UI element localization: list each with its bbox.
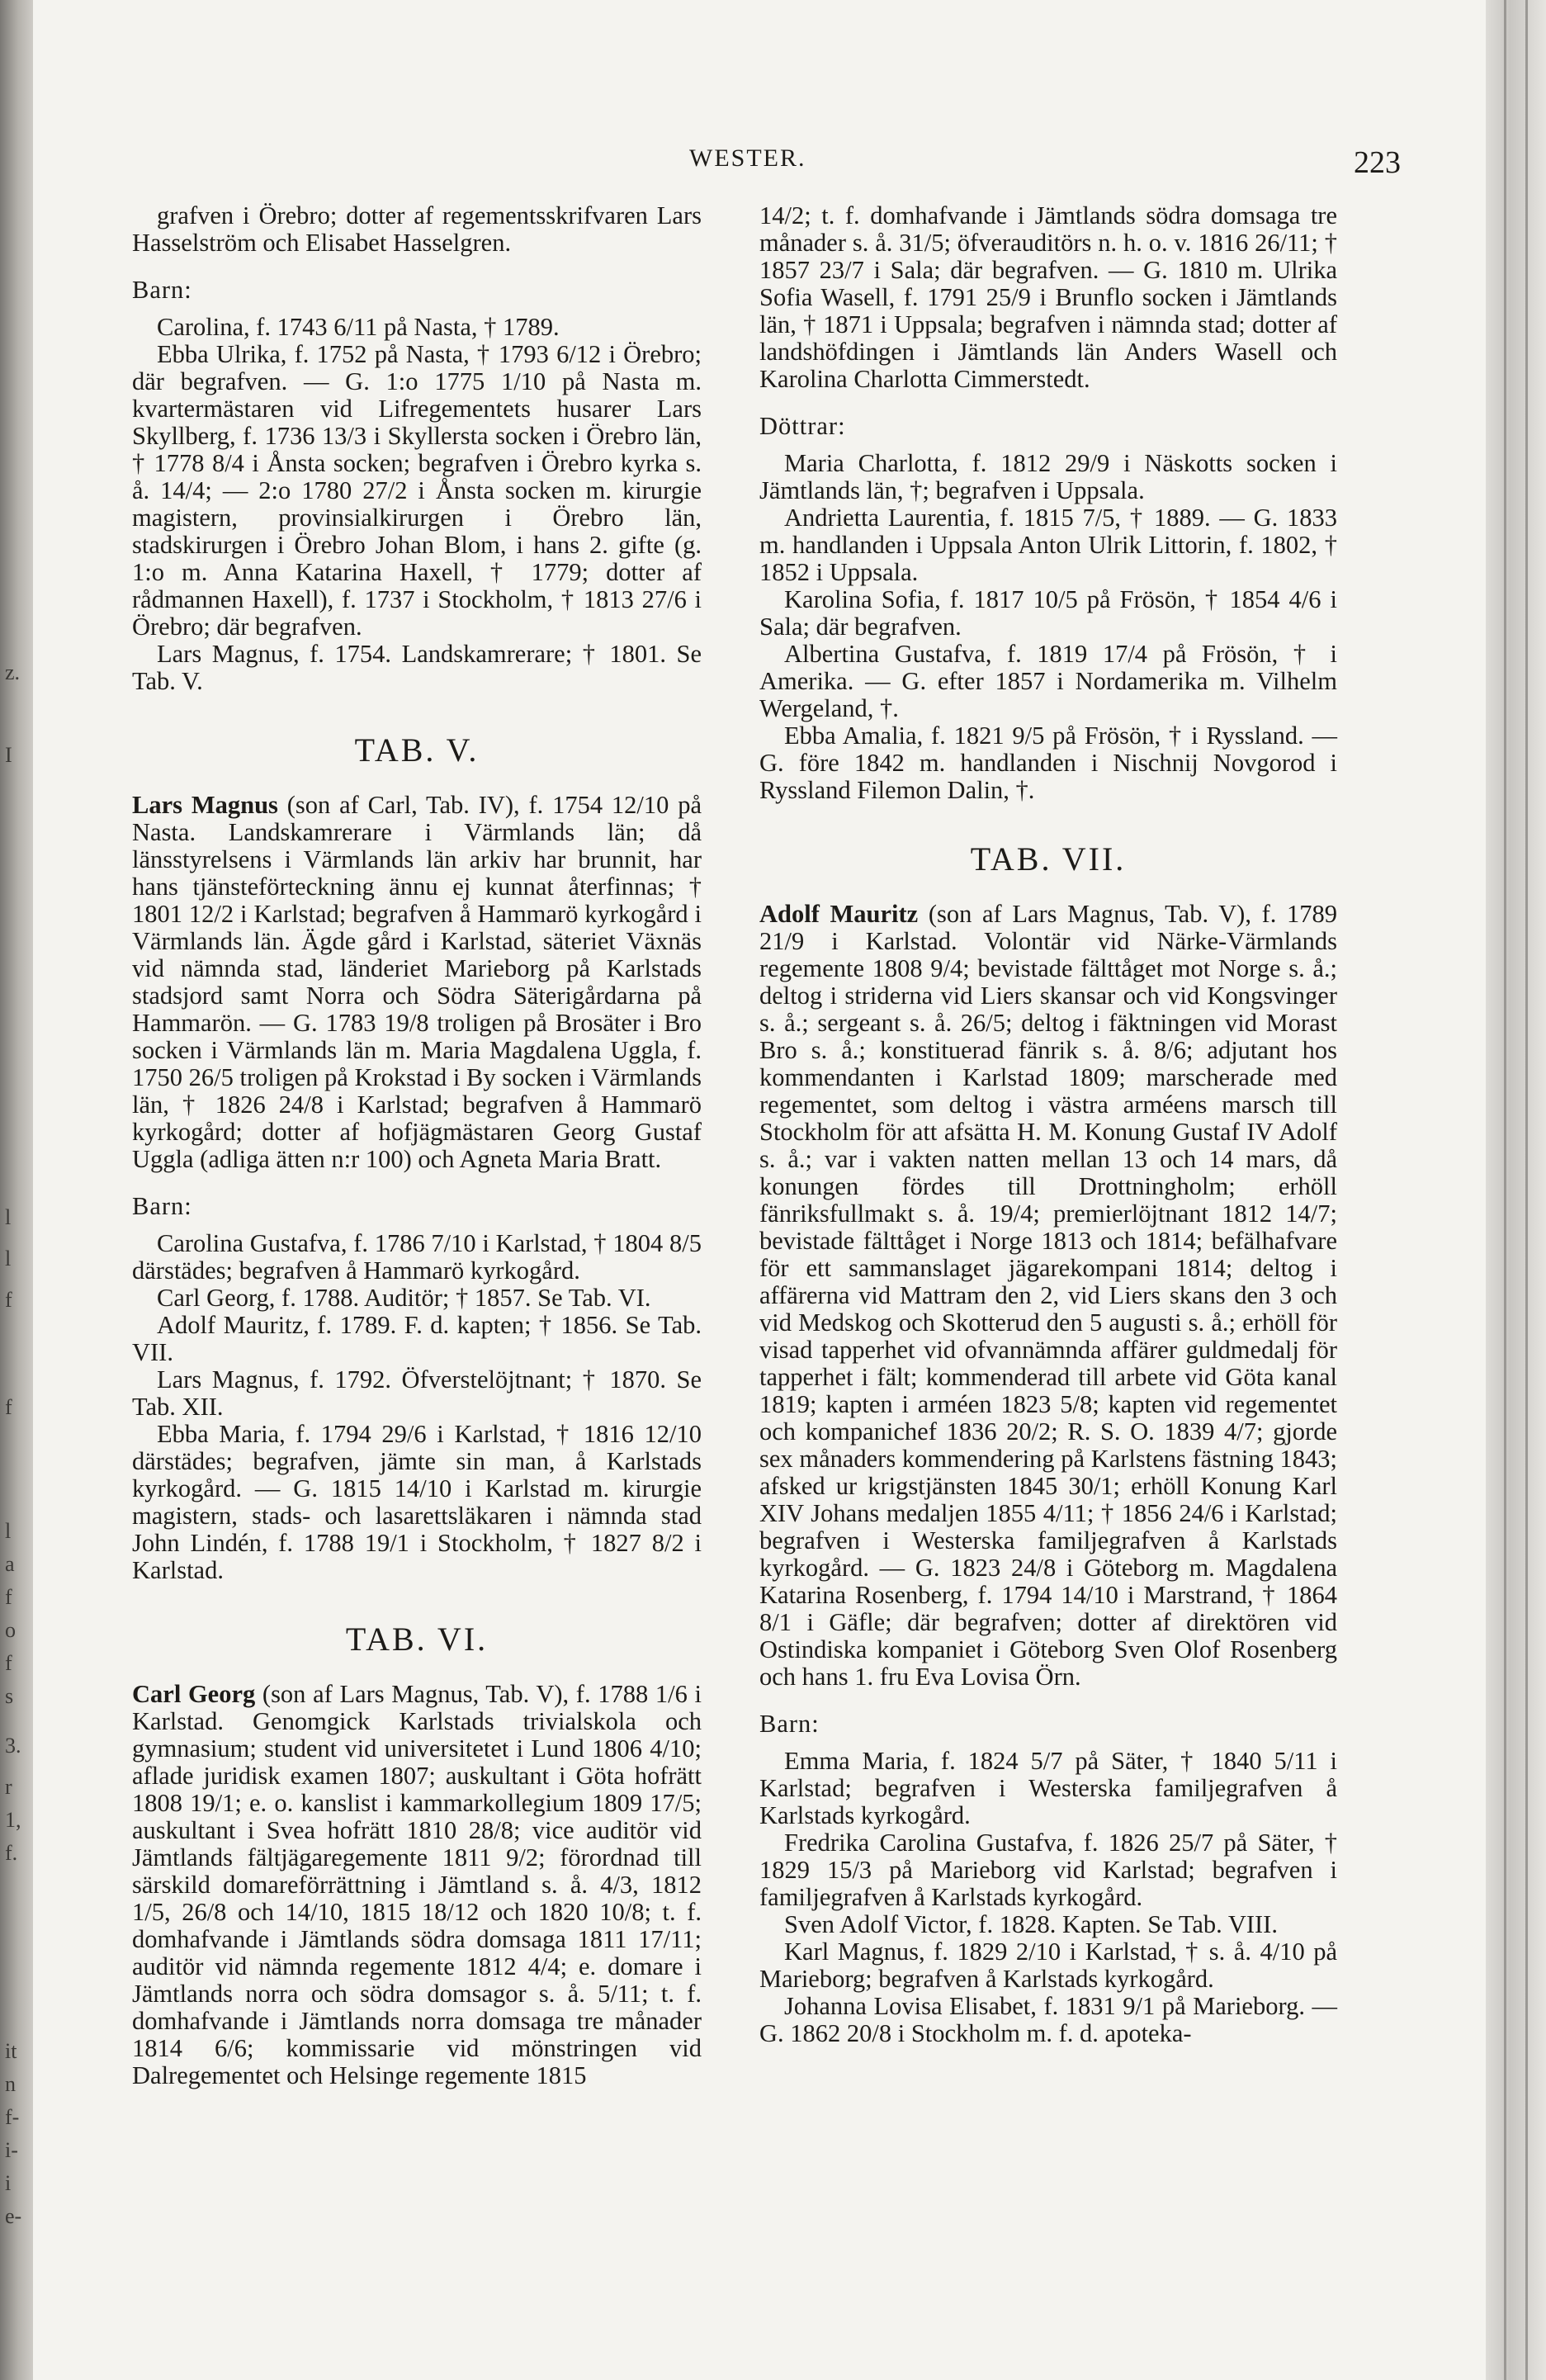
adjacent-fragment: l — [5, 1519, 12, 1543]
section-heading: Barn: — [132, 1192, 192, 1220]
adjacent-fragment: f — [5, 1585, 12, 1609]
section-heading: Barn: — [132, 276, 192, 304]
paragraph-text: Karolina Sofia, f. 1817 10/5 på Frösön, † 1854 4/6 i Sala; där begrafven. — [759, 585, 1337, 641]
paragraph-text: 14/2; t. f. domhafvande i Jämtlands södra domsaga tre månader s. å. 31/5; öfverauditörs n. h. o. v. 1816 26/11; † 1857 23/7 i Sala; där begrafven. — G. 1810 m. Ulrika Sofia Wasell, f. 1791 25/9 i Brunflo socken i Jämtlands län, † 1871 i Uppsala; begrafven i nämnda stad; dotter af landshöfdingen i Jämtlands län Anders Wasell och Karolina Charlotta Cimmerstedt. — [759, 201, 1337, 393]
table-heading: TAB. VII. — [970, 840, 1127, 878]
adjacent-page-edge — [0, 0, 33, 2380]
adjacent-fragment: i — [5, 2171, 12, 2195]
entry-paragraph — [132, 341, 702, 641]
paragraph-text: Albertina Gustafva, f. 1819 17/4 på Frösön, † i Amerika. — G. efter 1857 i Nordamerika m. Vilhelm Wergeland, †. — [759, 640, 1337, 722]
paragraph-text: Ebba Maria, f. 1794 29/6 i Karlstad, † 1816 12/10 därstädes; begrafven, jämte sin man, å Karlstads kyrkogård. — G. 1815 14/10 i Karlstad m. kirurgie magistern, stads- och lasarettsläkaren i nämnda stad John Lindén, f. 1788 19/1 i Stockholm, † 1827 8/2 i Karlstad. — [132, 1420, 702, 1584]
paragraph-text: Karl Magnus, f. 1829 2/10 i Karlstad, † s. å. 4/10 på Marieborg; begrafven å Karlstads kyrkogård. — [759, 1938, 1337, 1993]
entry-paragraph — [759, 1748, 1337, 1829]
adjacent-fragment: f. — [5, 1841, 18, 1865]
entry-paragraph — [759, 504, 1337, 586]
entry-paragraph — [759, 202, 1337, 393]
paragraph-text: Carolina, f. 1743 6/11 på Nasta, † 1789. — [157, 313, 560, 341]
paragraph-text: Maria Charlotta, f. 1812 29/9 i Näskotts socken i Jämtlands län, †; begrafven i Uppsala. — [759, 449, 1337, 504]
person-name: Carl Georg — [132, 1680, 256, 1708]
paragraph-text: Lars Magnus, f. 1792. Öfverstelöjtnant; † 1870. Se Tab. XII. — [132, 1365, 702, 1421]
adjacent-fragment: a — [5, 1552, 15, 1576]
entry-paragraph — [132, 314, 702, 341]
left-text-column — [132, 202, 702, 2089]
entry-paragraph — [132, 1366, 702, 1421]
entry-paragraph — [759, 641, 1337, 722]
paragraph-text: Lars Magnus, f. 1754. Landskamrerare; † 1801. Se Tab. V. — [132, 640, 702, 695]
adjacent-fragment: s — [5, 1684, 14, 1708]
entry-paragraph — [132, 1421, 702, 1584]
entry-paragraph — [132, 1285, 702, 1312]
right-text-column — [759, 202, 1337, 2047]
adjacent-fragment: f — [5, 1288, 12, 1312]
paragraph-text: Ebba Ulrika, f. 1752 på Nasta, † 1793 6/12 i Örebro; där begrafven. — G. 1:o 1775 1/10 på Nasta m. kvartermästaren vid Lifregementets husarer Lars Skyllberg, f. 1736 13/3 i Skyllersta socken i Örebro län, † 1778 8/4 i Ånsta socken; begrafven i Örebro kyrka s. å. 14/4; — 2:o 1780 27/2 i Ånsta socken m. kirurgie magistern, provinsialkirurgen i Örebro län, stadskirurgen i Örebro Johan Blom, i hans 2. gifte (g. 1:o m. Anna Katarina Haxell, † 1779; dotter af rådmannen Haxell), f. 1737 i Stockholm, † 1813 27/6 i Örebro; där begrafven. — [132, 340, 702, 641]
entry-paragraph — [132, 1681, 702, 2089]
adjacent-fragment: it — [5, 2039, 17, 2063]
running-head-title: WESTER. — [689, 144, 806, 172]
adjacent-fragment: l — [5, 1247, 12, 1270]
entry-paragraph — [759, 1911, 1337, 1938]
entry-paragraph — [132, 202, 702, 257]
paragraph-text: (son af Lars Magnus, Tab. V), f. 1788 1/6 i Karlstad. Genomgick Karlstads trivialskola och gymnasium; student vid universitetet i Lund 1806 4/10; aflade juridisk examen 1807; auskultant i Göta hofrätt 1808 19/1; e. o. kanslist i kammarkollegium 1809 17/5; auskultant i Svea hofrätt 1810 28/8; vice auditör vid Jämtlands fältjägaregemente 1811 9/2; förordnad till särskild domareförrättning i Jämtland s. å. 4/3, 1812 1/5, 26/8 och 14/10, 1815 18/12 och 1820 10/8; t. f. domhafvande i Jämtlands södra domsaga 1811 17/11; auditör vid nämnda regemente 1812 4/4; e. domare i Jämtlands norra och södra domsagor s. å. 5/11; t. f. domhafvande i Jämtlands norra domsaga tre månader 1814 6/6; kommissarie vid mönstringen vid Dalregementet och Helsinge regemente 1815 — [132, 1680, 702, 2089]
page-number: 223 — [1354, 145, 1401, 180]
entry-paragraph — [759, 1829, 1337, 1911]
entry-paragraph — [132, 1312, 702, 1366]
entry-paragraph — [759, 586, 1337, 641]
person-name: Adolf Mauritz — [759, 900, 919, 928]
paragraph-text: Carl Georg, f. 1788. Auditör; † 1857. Se Tab. VI. — [157, 1284, 651, 1312]
paragraph-text: grafven i Örebro; dotter af regementsskrifvaren Lars Hasselström och Elisabet Hasselgren. — [132, 201, 702, 257]
paragraph-text: Emma Maria, f. 1824 5/7 på Säter, † 1840 5/11 i Karlstad; begrafven i Westerska familjegrafven å Karlstads kyrkogård. — [759, 1747, 1337, 1829]
section-heading: Barn: — [759, 1710, 820, 1738]
adjacent-fragment: l — [5, 1205, 12, 1229]
adjacent-fragment: I — [5, 743, 12, 767]
adjacent-fragment: f — [5, 1395, 12, 1419]
adjacent-fragment: 1, — [5, 1808, 21, 1832]
entry-paragraph — [132, 792, 702, 1173]
adjacent-fragment: o — [5, 1618, 16, 1642]
paragraph-text: Andrietta Laurentia, f. 1815 7/5, † 1889. — G. 1833 m. handlanden i Uppsala Anton Ulrik Littorin, f. 1802, † 1852 i Uppsala. — [759, 504, 1337, 586]
adjacent-fragment: z. — [5, 660, 21, 684]
paragraph-text: Ebba Amalia, f. 1821 9/5 på Frösön, † i Ryssland. — G. före 1842 m. handlanden i Nischnij Novgorod i Ryssland Filemon Dalin, †. — [759, 722, 1337, 804]
paragraph-text: Sven Adolf Victor, f. 1828. Kapten. Se Tab. VIII. — [784, 1910, 1278, 1938]
adjacent-fragment: f — [5, 1651, 12, 1675]
adjacent-fragment: n — [5, 2072, 16, 2096]
adjacent-fragment: e- — [5, 2204, 22, 2228]
adjacent-fragment: 3. — [5, 1734, 21, 1758]
entry-paragraph — [759, 722, 1337, 804]
paragraph-text: (son af Carl, Tab. IV), f. 1754 12/10 på Nasta. Landskamrerare i Värmlands län; då länsstyrelsens i Värmlands län arkiv har brunnit, har hans tjänsteförteckning ännu ej kunnat återfinnas; † 1801 12/2 i Karlstad; begrafven å Hammarö kyrkogård i Värmlands län. Ägde gård i Karlstad, säteriet Växnäs vid nämnda stad, länderiet Marieborg på Karlstads stadsjord samt Norra och Södra Säterigårdarna på Hammarön. — G. 1783 19/8 troligen på Brosäter i Bro socken i Värmlands län m. Maria Magdalena Uggla, f. 1750 26/5 troligen på Krokstad i By socken i Värmlands län, † 1826 24/8 i Karlstad; begrafven å Hammarö kyrkogård; dotter af hofjägmästaren Georg Gustaf Uggla (adliga ätten n:r 100) och Agneta Maria Bratt. — [132, 791, 702, 1173]
paragraph-text: Carolina Gustafva, f. 1786 7/10 i Karlstad, † 1804 8/5 därstädes; begrafven å Hammarö kyrkogård. — [132, 1229, 702, 1285]
entry-paragraph — [759, 1993, 1337, 2047]
paragraph-text: Fredrika Carolina Gustafva, f. 1826 25/7 på Säter, † 1829 15/3 på Marieborg vid Karlstad; begrafven i familjegrafven å Karlstads kyrkogård. — [759, 1829, 1337, 1911]
entry-paragraph — [759, 1938, 1337, 1993]
adjacent-fragment: i- — [5, 2138, 18, 2162]
section-heading: Döttrar: — [759, 412, 846, 440]
paragraph-text: Johanna Lovisa Elisabet, f. 1831 9/1 på Marieborg. — G. 1862 20/8 i Stockholm m. f. d. apoteka- — [759, 1992, 1337, 2047]
adjacent-fragment: r — [5, 1775, 12, 1799]
page-stack-edge — [1486, 0, 1546, 2380]
paragraph-text: (son af Lars Magnus, Tab. V), f. 1789 21/9 i Karlstad. Volontär vid Närke-Värmlands regemente 1808 9/4; bevistade fälttåget mot Norge s. å.; deltog i striderna vid Liers skansar och vid Kongsvinger s. å.; sergeant s. å. 26/5; deltog i fäktningen vid Morast Bro s. å.; konstituerad fänrik s. å. 8/6; adjutant hos kommendanten i Karlstad 1809; marscherade med regementet, som deltog i västra arméens marsch till Stockholm för att afsätta H. M. Konung Gustaf IV Adolf s. å.; var i vakten natten mellan 13 och 14 mars, då konungen fördes till Drottningholm; erhöll fänriksfullmakt s. å. 19/4; premierlöjtnant 1812 14/7; bevistade fälttåget i Norge 1813 och 1814; befälhafvare för ett sammanslaget jägarekompani 1814; deltog i affärerna vid Mattram den 2, vid Liers skans den 3 och vid Medskog och Skotterud den 5 augusti s. å.; erhöll för visad tapperhet vid ofvannämnda affärer guldmedalj för tapperhet i fält; kommenderad till arbete vid Göta kanal 1819; kapten i arméen 1823 5/8; kapten vid regementet och kompanichef 1836 20/2; R. S. O. 1839 4/7; gjorde sex månaders kommendering på Karlstens fästning 1843; afsked ur krigstjänsten 1845 30/1; erhöll Konung Karl XIV Johans medaljen 1855 4/11; † 1856 24/6 i Karlstad; begrafven i Westerska familjegrafven å Karlstads kyrkogård. — G. 1823 24/8 i Göteborg m. Magdalena Katarina Rosenberg, f. 1794 14/10 i Marstrand, † 1864 8/1 i Gäfle; där begrafven; dotter af direktören vid Ostindiska kompaniet i Göteborg Sven Olof Rosenberg och hans 1. fru Eva Lovisa Örn. — [759, 900, 1338, 1691]
table-heading: TAB. VI. — [345, 1621, 489, 1658]
table-heading: TAB. V. — [354, 731, 480, 769]
person-name: Lars Magnus — [132, 791, 278, 819]
paragraph-text: Adolf Mauritz, f. 1789. F. d. kapten; † 1856. Se Tab. VII. — [132, 1311, 702, 1366]
entry-paragraph — [759, 450, 1337, 504]
entry-paragraph — [132, 1230, 702, 1285]
entry-paragraph — [759, 901, 1337, 1691]
adjacent-fragment: f- — [5, 2105, 20, 2129]
entry-paragraph — [132, 641, 702, 695]
